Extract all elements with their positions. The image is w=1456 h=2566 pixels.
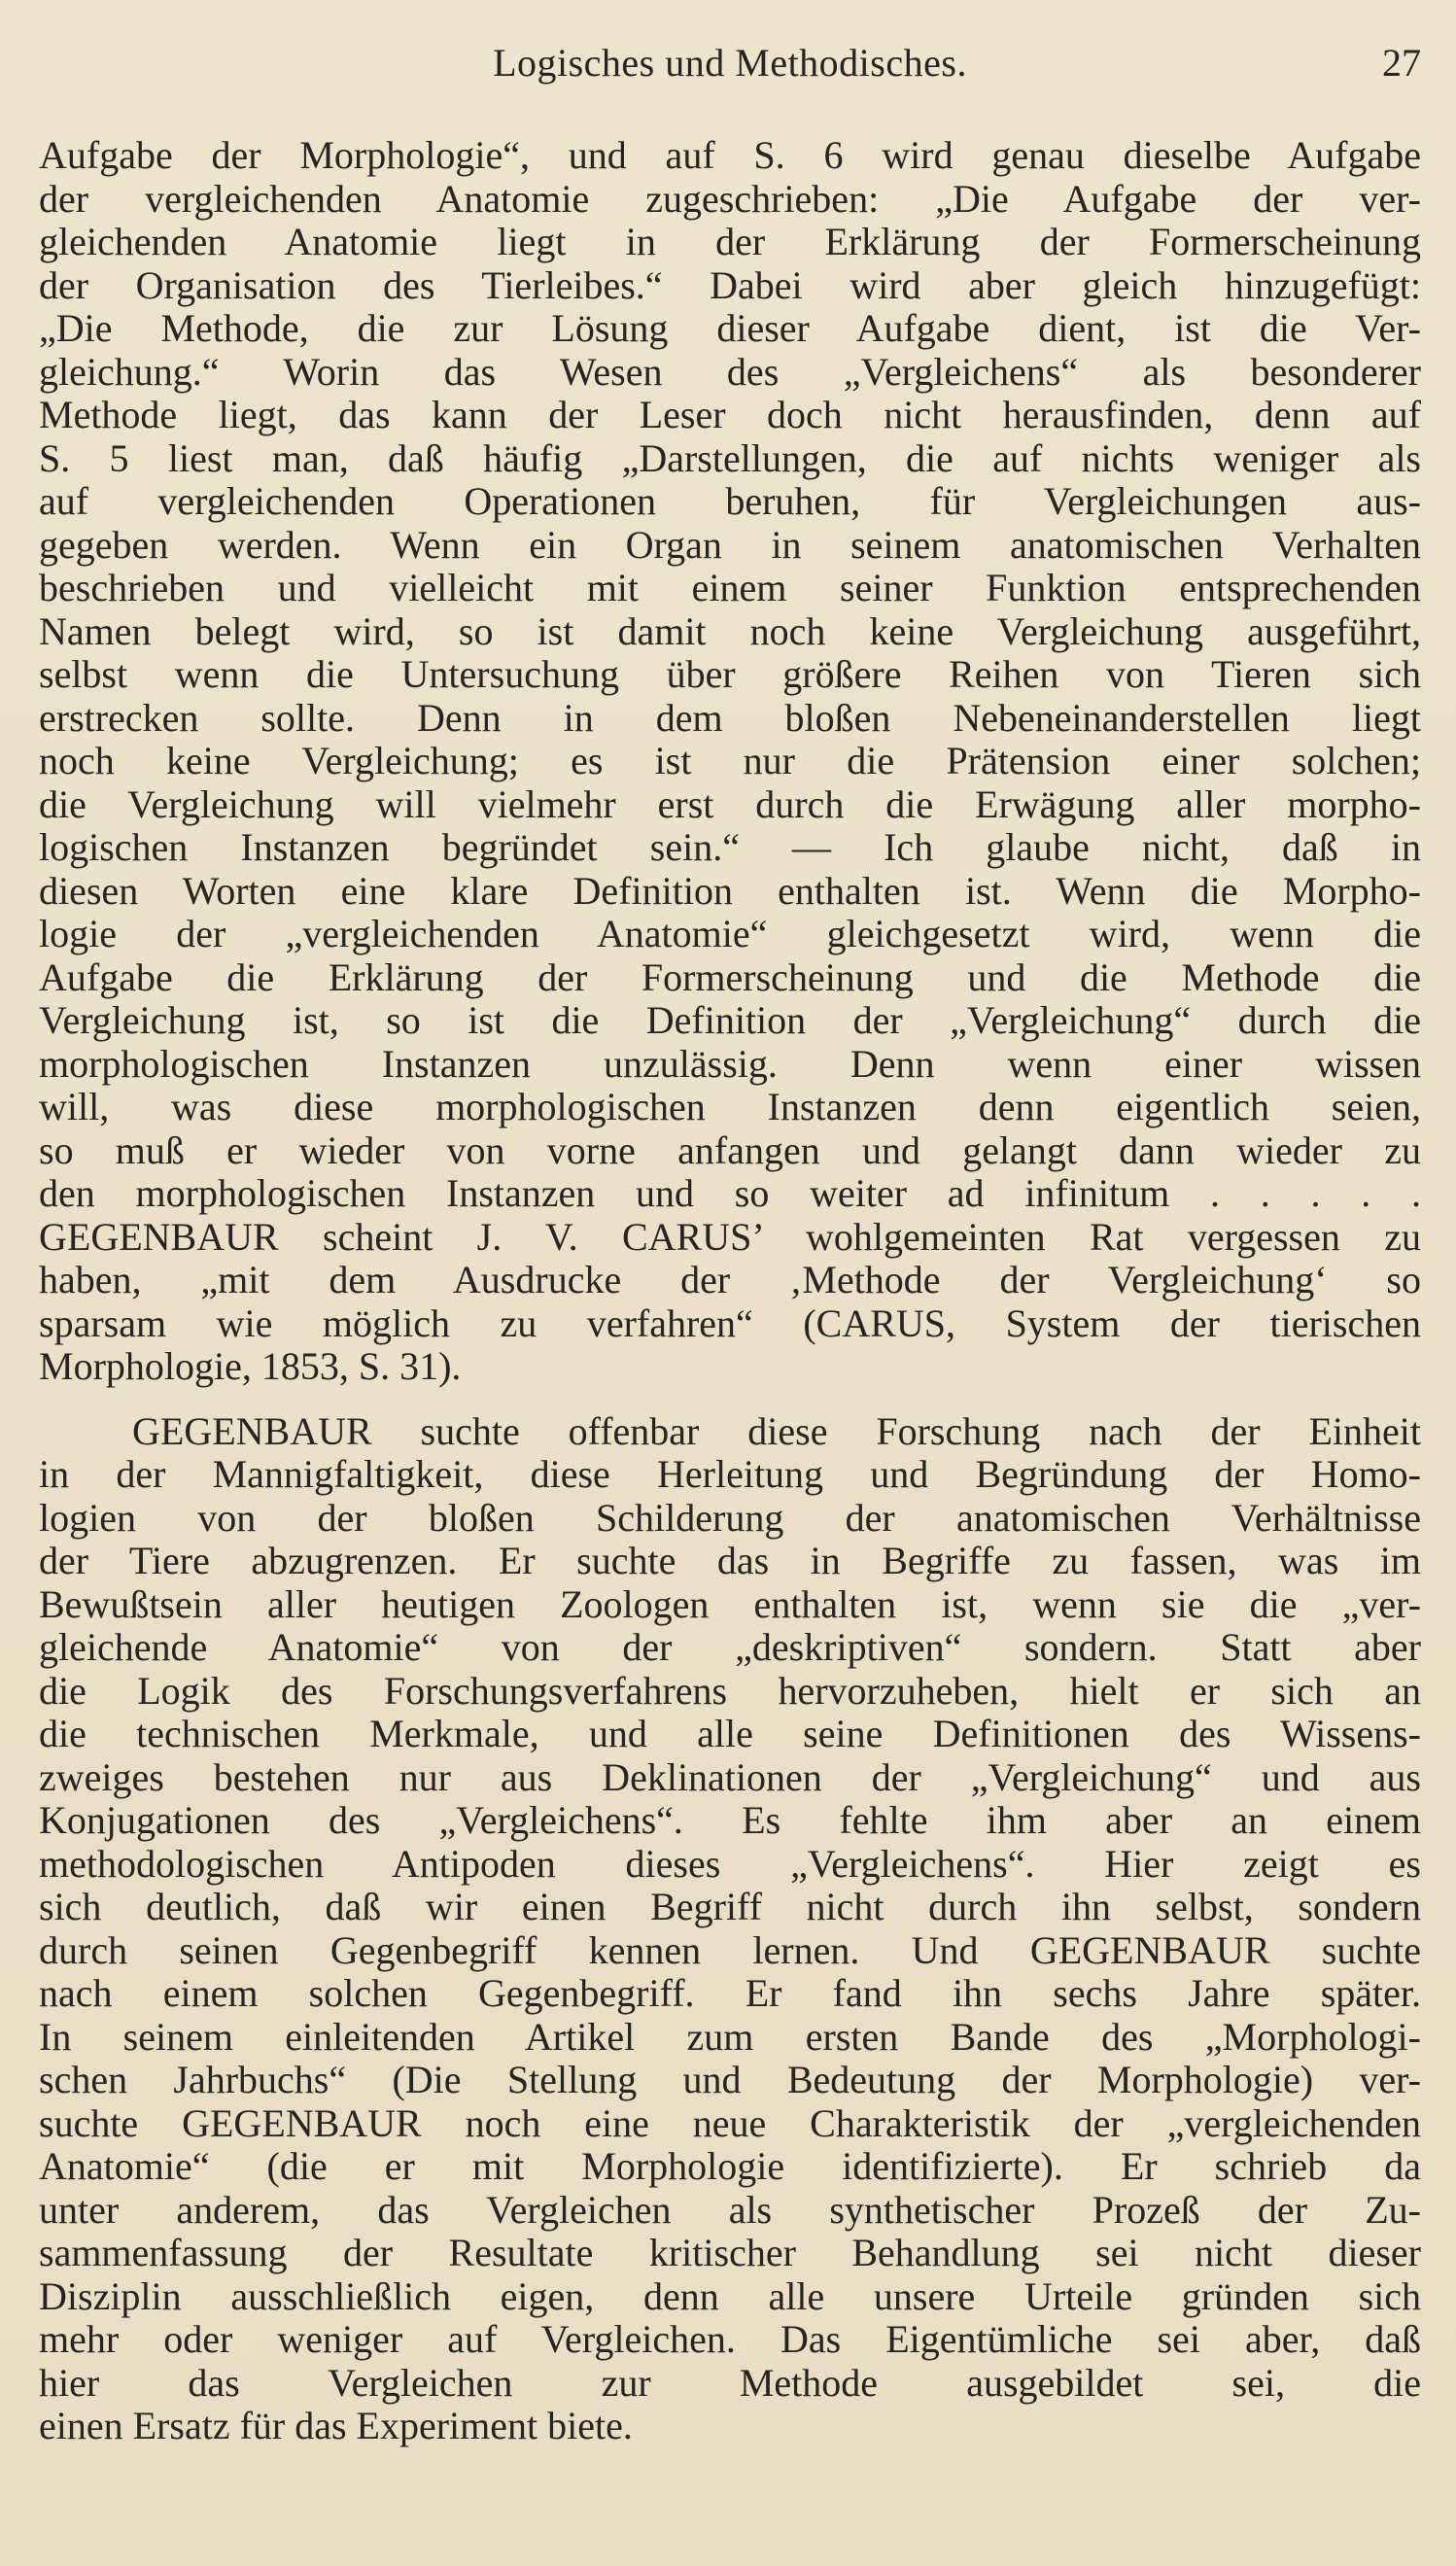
text-line: der Organisation des Tierleibes.“ Dabei wird aber gleich hinzugefügt: (39, 262, 1421, 307)
text-line: In seinem einleitenden Artikel zum ersten Bande des „Morphologi- (39, 2014, 1421, 2059)
page-header (39, 37, 1421, 89)
text-line: logien von der bloßen Schilderung der anatomischen Verhältnisse (39, 1495, 1421, 1540)
text-line: einen Ersatz für das Experiment biete. (39, 2404, 633, 2447)
text-line: Morphologie, 1853, S. 31). (39, 1344, 462, 1388)
text-line: morphologischen Instanzen unzulässig. Denn wenn einer wissen (39, 1041, 1421, 1086)
text-line: Aufgabe der Morphologie“, und auf S. 6 wird genau dieselbe Aufgabe (39, 133, 1421, 177)
text-line: Aufgabe die Erklärung der Formerscheinung und die Methode die (39, 954, 1421, 999)
text-line: haben, „mit dem Ausdrucke der ‚Methode der Vergleichung‘ so (39, 1258, 1421, 1301)
text-line: methodologischen Antipoden dieses „Vergleichens“. Hier zeigt es (39, 1841, 1421, 1886)
running-title: Logisches und Methodisches. (493, 41, 967, 85)
text-line: logischen Instanzen begründet sein.“ — Ich glaube nicht, daß in (39, 825, 1421, 869)
text-line: den morphologischen Instanzen und so weiter ad infinitum . . . . . (39, 1171, 1421, 1215)
text-line: die Vergleichung will vielmehr erst durch die Erwägung aller morpho- (39, 781, 1421, 826)
text-line: Methode liegt, das kann der Leser doch nicht herausfinden, denn auf (39, 393, 1421, 436)
text-line: „Die Methode, die zur Lösung dieser Aufgabe dient, ist die Ver- (39, 306, 1421, 350)
text-line: will, was diese morphologischen Instanzen denn eigentlich seien, (39, 1085, 1421, 1128)
text-line: diesen Worten eine klare Definition enthalten ist. Wenn die Morpho- (39, 868, 1421, 913)
text-line: GEGENBAUR scheint J. V. CARUS’ wohlgemeinten Rat vergessen zu (39, 1214, 1421, 1259)
text-line: zweiges bestehen nur aus Deklinationen der „Vergleichung“ und aus (39, 1754, 1421, 1799)
text-line: beschrieben und vielleicht mit einem seiner Funktion entsprechenden (39, 566, 1421, 609)
page-number: 27 (1382, 41, 1421, 85)
text-line: GEGENBAUR suchte offenbar diese Forschung nach der Einheit (132, 1408, 1421, 1453)
text-line: Vergleichung ist, so ist die Definition der „Vergleichung“ durch die (39, 998, 1421, 1042)
text-line: in der Mannigfaltigkeit, diese Herleitung und Begründung der Homo- (39, 1452, 1421, 1496)
text-line: gleichung.“ Worin das Wesen des „Vergleichens“ als besonderer (39, 349, 1421, 394)
text-line: auf vergleichenden Operationen beruhen, für Vergleichungen aus- (39, 479, 1421, 523)
text-line: unter anderem, das Vergleichen als synthetischer Prozeß der Zu- (39, 2187, 1421, 2232)
text-line: selbst wenn die Untersuchung über größere Reihen von Tieren sich (39, 652, 1421, 696)
text-line: Konjugationen des „Vergleichens“. Es fehlte ihm aber an einem (39, 1798, 1421, 1842)
text-line: sammenfassung der Resultate kritischer Behandlung sei nicht dieser (39, 2231, 1421, 2274)
text-line: sich deutlich, daß wir einen Begriff nicht durch ihn selbst, sondern (39, 1885, 1421, 1928)
text-line: gegeben werden. Wenn ein Organ in seinem anatomischen Verhalten (39, 522, 1421, 567)
paragraph-1 (39, 134, 1421, 1389)
text-line: Bewußtsein aller heutigen Zoologen enthalten ist, wenn sie die „ver- (39, 1581, 1421, 1626)
text-line: mehr oder weniger auf Vergleichen. Das Eigentümliche sei aber, daß (39, 2317, 1421, 2361)
text-line: noch keine Vergleichung; es ist nur die Prätension einer solchen; (39, 739, 1421, 782)
text-line: suchte GEGENBAUR noch eine neue Charakteristik der „vergleichenden (39, 2100, 1421, 2145)
text-line: gleichenden Anatomie liegt in der Erklärung der Formerscheinung (39, 220, 1421, 263)
text-line: logie der „vergleichenden Anatomie“ gleichgesetzt wird, wenn die (39, 912, 1421, 955)
text-line: schen Jahrbuchs“ (Die Stellung und Bedeutung der Morphologie) ver- (39, 2058, 1421, 2101)
body-text (39, 134, 1421, 2448)
text-line: Disziplin ausschließlich eigen, denn alle unsere Urteile gründen sich (39, 2273, 1421, 2318)
text-line: so muß er wieder von vorne anfangen und gelangt dann wieder zu (39, 1127, 1421, 1172)
paragraph-gap (39, 1389, 1421, 1410)
text-line: nach einem solchen Gegenbegriff. Er fand ihn sechs Jahre später. (39, 1971, 1421, 2015)
text-line: Anatomie“ (die er mit Morphologie identifizierte). Er schrieb da (39, 2144, 1421, 2188)
text-line: S. 5 liest man, daß häufig „Darstellungen, die auf nichts weniger als (39, 435, 1421, 480)
text-line: der Tiere abzugrenzen. Er suchte das in Begriffe zu fassen, was im (39, 1539, 1421, 1582)
text-line: die technischen Merkmale, und alle seine Definitionen des Wissens- (39, 1712, 1421, 1755)
text-line: sparsam wie möglich zu verfahren“ (CARUS, System der tierischen (39, 1300, 1421, 1345)
text-line: hier das Vergleichen zur Methode ausgebildet sei, die (39, 2360, 1421, 2405)
paragraph-2 (39, 1410, 1421, 2448)
text-line: die Logik des Forschungsverfahrens hervorzuheben, hielt er sich an (39, 1668, 1421, 1713)
text-line: der vergleichenden Anatomie zugeschrieben: „Die Aufgabe der ver- (39, 176, 1421, 221)
text-line: durch seinen Gegenbegriff kennen lernen. Und GEGENBAUR suchte (39, 1927, 1421, 1972)
text-line: erstrecken sollte. Denn in dem bloßen Nebeneinanderstellen liegt (39, 695, 1421, 740)
text-line: gleichende Anatomie“ von der „deskriptiven“ sondern. Statt aber (39, 1625, 1421, 1669)
text-line: Namen belegt wird, so ist damit noch keine Vergleichung ausgeführt, (39, 608, 1421, 653)
